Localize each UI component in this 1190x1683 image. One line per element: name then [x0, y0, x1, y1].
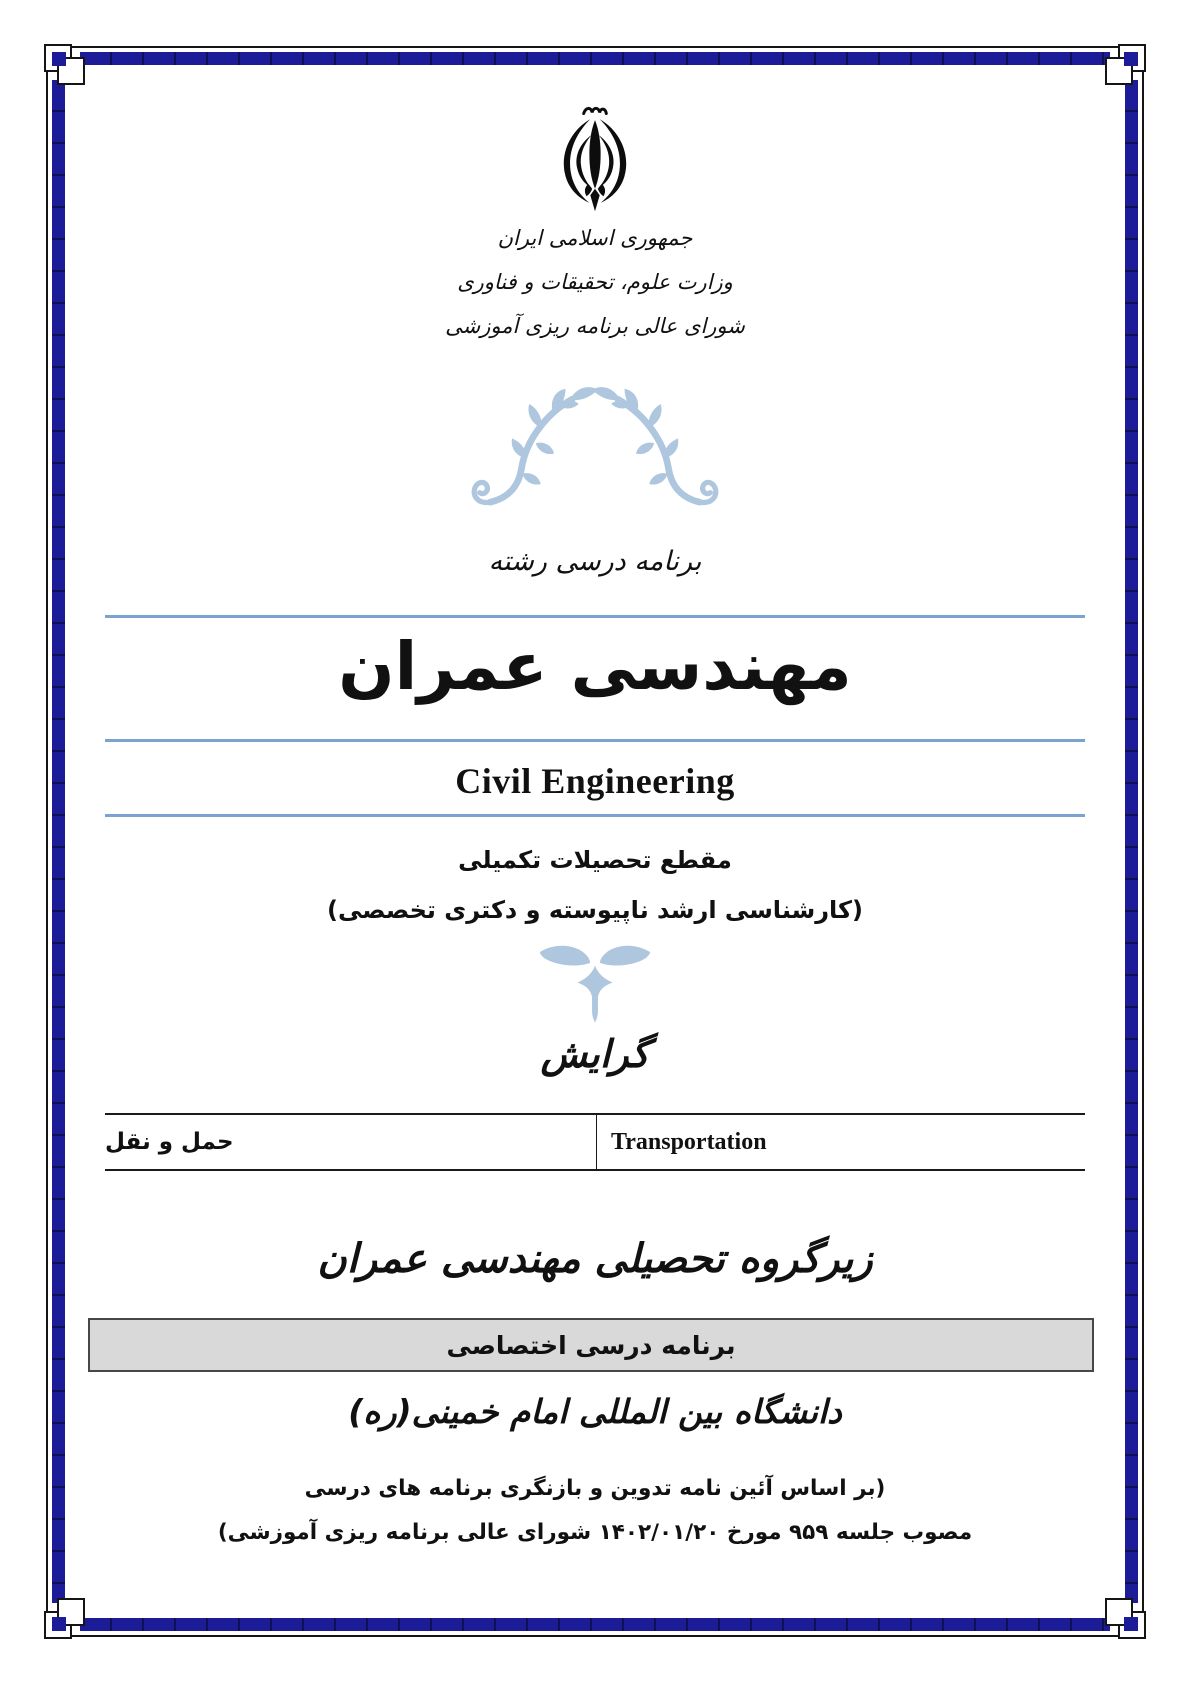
iran-national-emblem-icon — [0, 104, 1190, 217]
gov-line-ministry: وزارت علوم، تحقیقات و فناوری — [457, 270, 733, 294]
orientation-label: گرایش — [540, 1032, 650, 1076]
corner-ornament-icon — [1124, 1617, 1138, 1631]
border-band-top — [80, 52, 1110, 65]
program-type-label: برنامه درسی رشته — [488, 546, 702, 577]
gov-line-republic: جمهوری اسلامی ایران — [497, 226, 693, 250]
degree-level-line: مقطع تحصیلات تکمیلی — [458, 846, 732, 874]
corner-ornament-icon — [52, 1617, 66, 1631]
border-band-bottom — [80, 1618, 1110, 1631]
border-band-left — [52, 80, 65, 1603]
special-curriculum-banner — [88, 1318, 1094, 1372]
divider-rule — [105, 739, 1085, 742]
special-curriculum-banner-label: برنامه درسی اختصاصی — [446, 1330, 736, 1360]
footer-approval-line: مصوب جلسه ۹۵۹ مورخ ۱۴۰۲/۰۱/۲۰ شورای عالی برنامه ریزی آموزشی) — [217, 1520, 973, 1545]
border-band-right — [1125, 80, 1138, 1603]
divider-rule — [105, 615, 1085, 618]
field-title-english: Civil Engineering — [455, 761, 735, 801]
orientation-table — [105, 1113, 1085, 1171]
field-title-persian: مهندسی عمران — [338, 628, 852, 705]
fleuron-icon — [0, 940, 1190, 1023]
corner-ornament-icon — [52, 52, 66, 66]
floral-flourish-icon — [0, 384, 1190, 527]
divider-rule — [105, 814, 1085, 817]
subgroup-title: زیرگروه تحصیلی مهندسی عمران — [317, 1236, 873, 1282]
degree-detail-line: (کارشناسی ارشد ناپیوسته و دکتری تخصصی) — [327, 896, 863, 924]
corner-ornament-icon — [1124, 52, 1138, 66]
gov-line-council: شورای عالی برنامه ریزی آموزشی — [445, 314, 745, 338]
orientation-cell-persian: حمل و نقل — [105, 1115, 597, 1169]
university-name: دانشگاه بین المللی امام خمینی(ره) — [348, 1392, 842, 1431]
footer-regulation-line: (بر اساس آئین نامه تدوین و بازنگری برنامه های درسی — [304, 1476, 886, 1501]
orientation-cell-english: Transportation — [611, 1128, 767, 1155]
